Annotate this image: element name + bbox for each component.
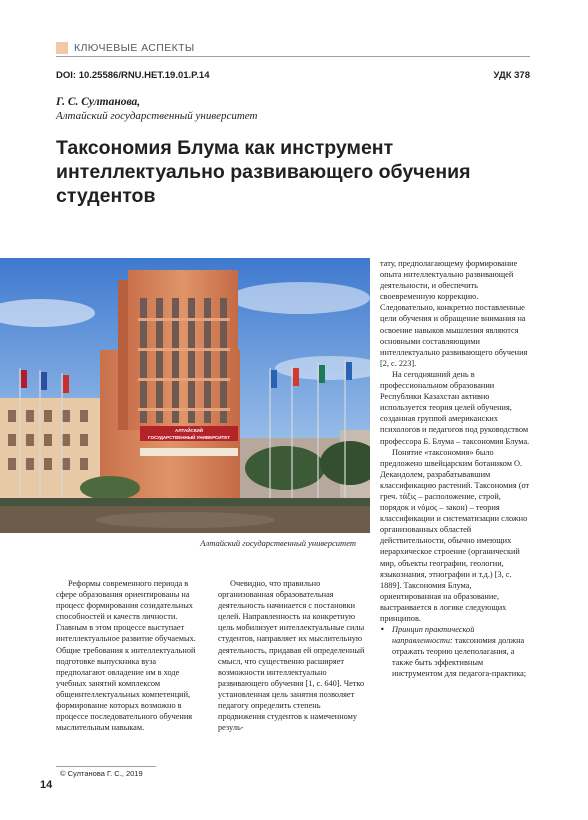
udk: УДК 378 xyxy=(493,70,530,81)
bullet-dot-icon: • xyxy=(380,625,385,635)
list-item xyxy=(380,624,530,679)
author-affiliation: Алтайский государственный университет xyxy=(56,110,258,122)
paragraph: Очевидно, что правильно организованная образовательная деятельность начинается с постановки целей. Направленность на конкретную цель мобилизует интеллектуальные силы студентов, направляет их мыслительную деятельность, придавая ей определенный смысл, что существенно расширяет возможности интеллектуально развивающего обучения [1, с. 640]. Четко установленная цель занятия позволяет педагогу определить степень продвижения студентов к намеченному резуль- xyxy=(218,579,365,733)
author-name: Г. С. Султанова, xyxy=(56,96,141,108)
body-column-2 xyxy=(218,578,368,733)
photo-caption: Алтайский государственный университет xyxy=(200,538,356,548)
page-number: 14 xyxy=(40,779,53,791)
header-rule xyxy=(56,56,530,57)
section-label: КЛЮЧЕВЫЕ АСПЕКТЫ xyxy=(74,42,195,54)
sign-line-1: АЛТАЙСКИЙ xyxy=(175,428,203,433)
body-column-1 xyxy=(56,578,206,733)
section-marker xyxy=(56,42,68,54)
body-column-3 xyxy=(380,258,530,680)
university-photo xyxy=(0,258,370,533)
paragraph: На сегодняшний день в профессиональном образовании Республики Казахстан активно используется теория целей обучения, созданная группой американских психологов и педагогов под руководством профессора Б. Блума – таксономия Блума. xyxy=(380,369,530,446)
bullet-label: Принцип практической направленности: xyxy=(392,625,475,646)
article-title: Таксономия Блума как инструмент интеллектуально развивающего обучения студентов xyxy=(56,137,471,207)
bullet-text: таксономия должна отражать теорию целеполагания, а также быть эффективным инструментом для педагога-практика; xyxy=(392,636,527,679)
footer-rule xyxy=(56,766,156,767)
sign-line-2: ГОСУДАРСТВЕННЫЙ УНИВЕРСИТЕТ xyxy=(147,435,231,440)
paragraph: Реформы современного периода в сфере образования ориентированы на процесс формирования созидательных способностей и качеств личности. Главным в этом процессе выступает интеллектуальное развитие обучаемых. Общие требования к интеллектуальной подготовке выпускника вуза предполагают овладение им в ходе учебных занятий комплексом общеинтеллектуальных компетенций, формирование которых возможно в процессе последовательного обучения мыслительным навыкам. xyxy=(56,579,196,733)
doi: DOI: 10.25586/RNU.HET.19.01.P.14 xyxy=(56,70,210,81)
copyright: © Султанова Г. С., 2019 xyxy=(60,769,143,778)
paragraph: тату, предполагающему формирование опыта интеллектуально развивающей деятельности, и обеспечить своевременную коррекцию. Следовательно, конкретно поставленные цели обучения и обращение внимания на освоение навыков мышления являются основными составляющими интеллектуально развивающего обучения [2, с. 223]. xyxy=(380,259,528,368)
paragraph: Понятие «таксономия» было предложено швейцарским ботаником О. Декандолем, разрабатывавшим классификацию растений. Таксономия (от греч. τάξις – расположение, строй, порядок и νόμος – закон) – теория классификации и систематизации сложно организованных областей действительности, обычно имеющих иерархическое строение (органический мир, объекты географии, геологии, языкознания, этнографии и т.д.) [3, с. 1889]. Таксономия Блума, ориентированная на образование, выстраивается в логике следующих принципов. xyxy=(380,447,530,623)
